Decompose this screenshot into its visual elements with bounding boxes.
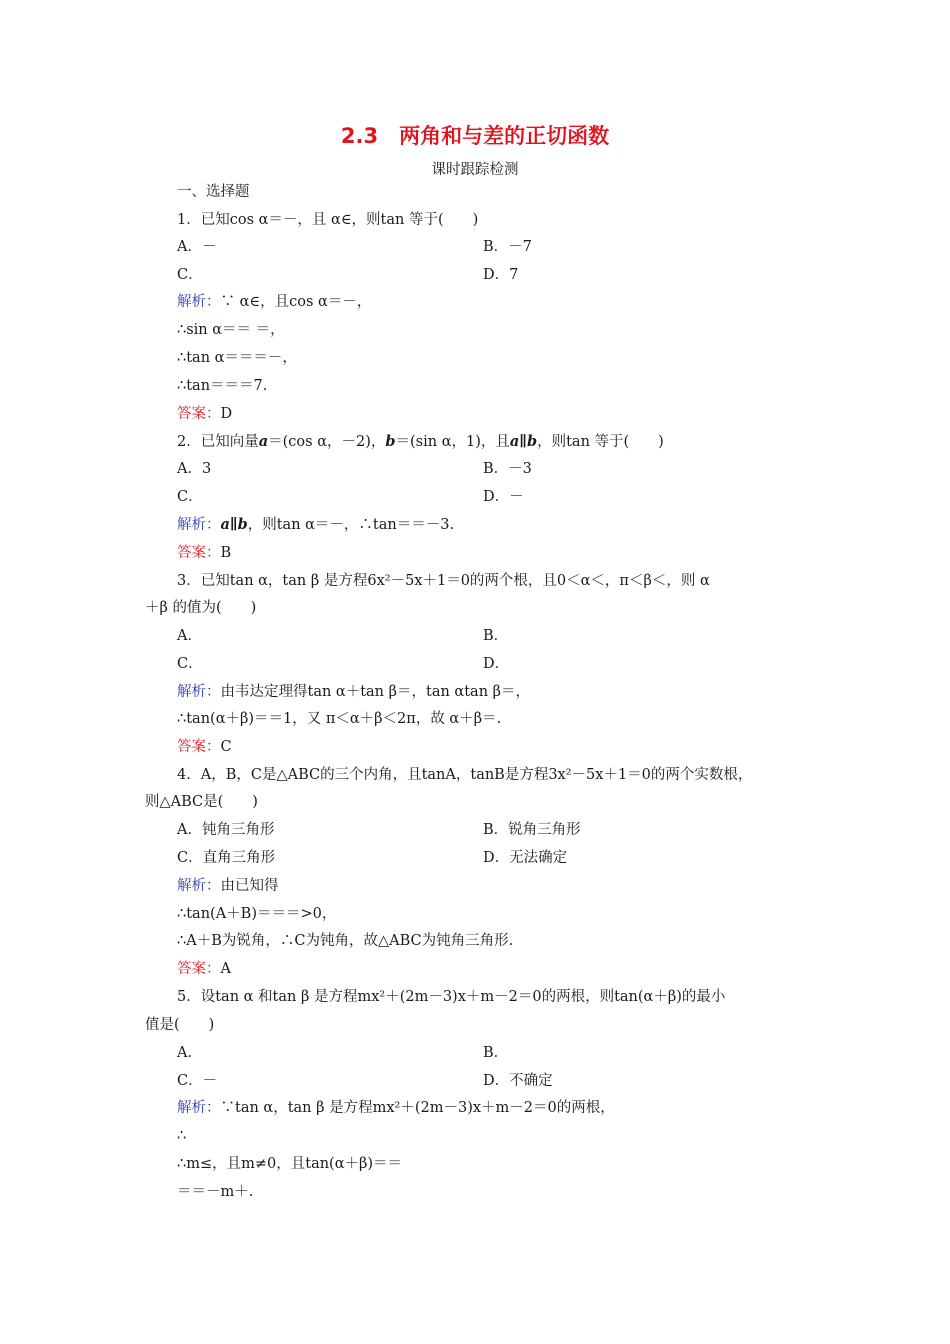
q3-option-b: B． [483,628,509,644]
q1-answer [177,404,232,424]
vector-parallel: a∥b [220,516,248,533]
q5-option-c: C．－ [177,1073,218,1089]
answer-value: A [220,961,231,977]
q2-stem [177,432,664,452]
q1-option-d: D．7 [483,267,519,283]
analysis-text: 由已知得 [220,878,279,894]
q5-analysis-4: ＝＝－m＋. [177,1184,254,1200]
analysis-label: 解析： [177,294,221,310]
answer-label: 答案： [177,406,221,422]
q5-analysis-1 [177,1098,615,1118]
answer-label: 答案： [177,961,221,977]
q4-analysis-1 [177,876,279,896]
q3-option-d: D． [483,656,510,672]
section-heading: 一、选择题 [177,184,250,200]
q5-option-a: A． [177,1045,202,1061]
q1-option-c: C． [177,267,203,283]
answer-label: 答案： [177,739,221,755]
analysis-text: ，则tan α＝－，∴tan＝＝－3. [247,517,455,533]
q4-stem-2: 则△ABC是( ) [145,794,258,810]
analysis-text: 由韦达定理得tan α＋tan β＝，tan αtan β＝， [220,684,531,700]
vector-a: a [258,433,269,450]
q3-analysis-2: ∴tan(α＋β)＝＝1，又 π＜α＋β＜2π，故 α＋β＝. [177,711,502,727]
q4-option-d: D．无法确定 [483,850,568,866]
q2-option-d: D．－ [483,489,524,505]
q1-option-b: B．－7 [483,239,532,255]
analysis-label: 解析： [177,684,221,700]
q3-analysis-1 [177,682,530,702]
analysis-text: ∵ α∈，且cos α＝－， [220,294,372,310]
q4-answer [177,959,231,979]
q4-option-c: C．直角三角形 [177,850,276,866]
answer-value: D [220,406,233,422]
q1-option-a: A．－ [177,239,217,255]
q5-option-d: D．不确定 [483,1073,553,1089]
q3-stem-1: 3．已知tan α，tan β 是方程6x²－5x＋1＝0的两个根，且0＜α＜，π＜β＜，则 α [177,573,710,589]
q2-option-a: A．3 [177,461,212,477]
q1-stem: 1．已知cos α＝－，且 α∈，则tan 等于( ) [177,212,479,228]
q1-analysis-2: ∴sin α＝＝ ＝， [177,322,285,338]
q3-option-a: A． [177,628,202,644]
q5-analysis-2: ∴ [177,1128,187,1144]
q4-analysis-3: ∴A＋B为锐角，∴C为钝角，故△ABC为钝角三角形. [177,933,514,949]
answer-label: 答案： [177,545,221,561]
analysis-label: 解析： [177,517,221,533]
q1-analysis-3: ∴tan α＝＝＝－， [177,350,297,366]
vector-parallel: a∥b [509,433,538,450]
q3-stem-2: ＋β 的值为( ) [145,600,257,616]
q5-option-b: B． [483,1045,509,1061]
q4-option-a: A．钝角三角形 [177,822,275,838]
q3-answer [177,737,232,757]
q1-analysis-4: ∴tan＝＝＝7. [177,378,268,394]
answer-value: C [220,739,232,755]
q2-stem-mid2: ＝(sin α，1)，且 [395,434,510,450]
q4-stem-1: 4．A，B，C是△ABC的三个内角，且tanA，tanB是方程3x²－5x＋1＝0的两个实数根， [177,767,753,783]
analysis-label: 解析： [177,1100,221,1116]
q1-analysis-1 [177,292,371,312]
q5-stem-2: 值是( ) [145,1017,215,1033]
q2-answer [177,543,231,563]
q2-analysis [177,515,454,535]
q2-stem-pre: 2．已知向量 [177,434,259,450]
q5-stem-1: 5．设tan α 和tan β 是方程mx²＋(2m－3)x＋m－2＝0的两根，则tan(α＋β)的最小 [177,989,726,1005]
q4-analysis-2: ∴tan(A＋B)＝＝＝>0， [177,906,337,922]
analysis-text: ∵tan α，tan β 是方程mx²＋(2m－3)x＋m－2＝0的两根， [220,1100,615,1116]
vector-b: b [385,433,396,450]
q2-stem-post: ，则tan 等于( ) [537,434,664,450]
q5-analysis-3: ∴m≤，且m≠0，且tan(α＋β)＝＝ [177,1156,403,1172]
page-subtitle: 课时跟踪检测 [431,162,519,178]
q4-option-b: B．锐角三角形 [483,822,581,838]
analysis-label: 解析： [177,878,221,894]
q3-option-c: C． [177,656,203,672]
q2-option-c: C． [177,489,203,505]
answer-value: B [220,545,232,561]
page-title: 2.3 两角和与差的正切函数 [340,124,610,148]
q2-option-b: B．－3 [483,461,532,477]
q2-stem-mid1: ＝(cos α，－2)， [268,434,386,450]
